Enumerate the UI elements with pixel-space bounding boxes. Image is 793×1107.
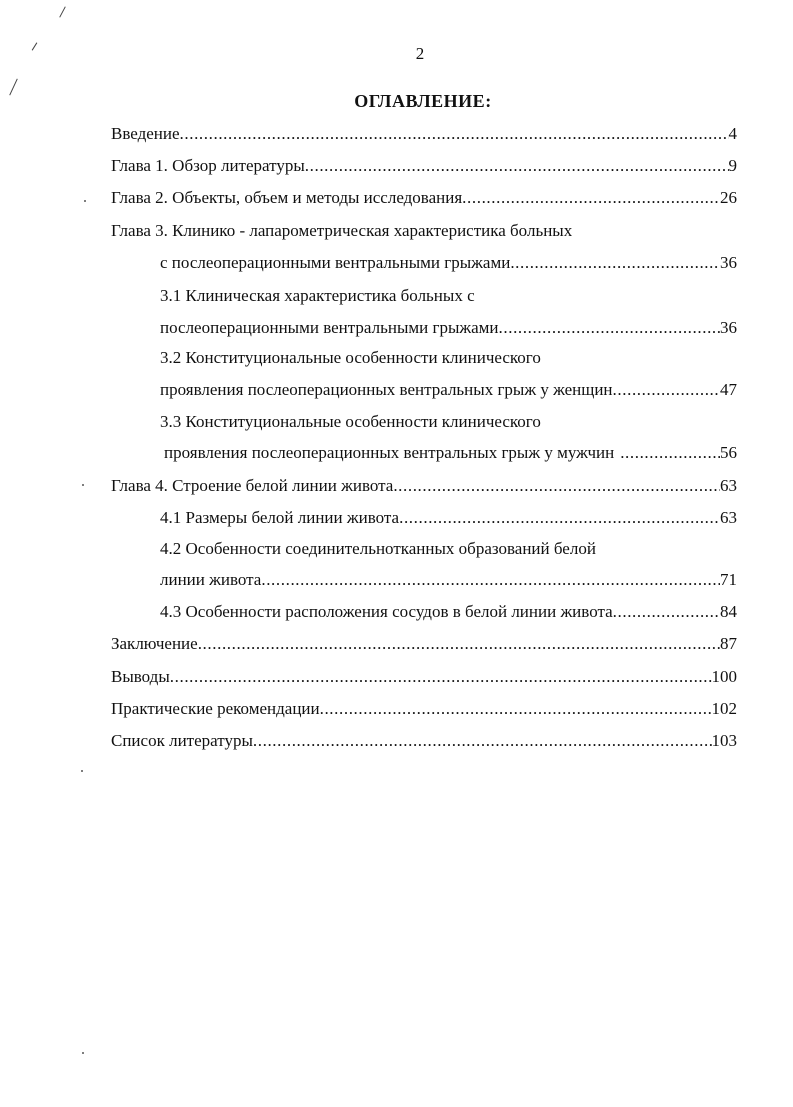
toc-leader-dots: [170, 665, 712, 689]
toc-entry-page: 103: [711, 731, 737, 750]
toc-entry-section-3-1[interactable]: [160, 316, 737, 340]
toc-entry-label: с послеоперационными вентральными грыжами: [160, 253, 511, 272]
toc-entry-label: Введение: [111, 124, 180, 143]
toc-entry-chapter-4[interactable]: [111, 474, 737, 498]
toc-leader-dots: [499, 316, 720, 340]
toc-entry-section-3-3[interactable]: [164, 441, 737, 465]
toc-entry-chapter-2[interactable]: [111, 186, 737, 210]
toc-entry-introduction[interactable]: [111, 122, 737, 146]
scan-speck: [82, 484, 84, 486]
toc-entry-section-3-1-title[interactable]: 3.1 Клиническая характеристика больных с: [160, 286, 475, 305]
toc-entry-section-3-2-title[interactable]: 3.2 Конституциональные особенности клинического: [160, 348, 541, 367]
toc-entry-label: Глава 2. Объекты, объем и методы исследования: [111, 188, 463, 207]
toc-entry-label: проявления послеоперационных вентральных грыж у мужчин: [164, 443, 615, 462]
toc-leader-dots: [198, 632, 720, 656]
page-number: 2: [415, 44, 425, 63]
toc-entry-page: 63: [720, 508, 737, 527]
toc-entry-page: 84: [720, 602, 737, 621]
toc-entry-section-3-3-title[interactable]: 3.3 Конституциональные особенности клинического: [160, 412, 541, 431]
toc-entry-page: 4: [728, 124, 737, 143]
toc-title: ОГЛАВЛЕНИЕ:: [354, 91, 492, 111]
toc-entry-page: 63: [720, 476, 737, 495]
toc-leader-dots: [399, 506, 720, 530]
scan-speck: [81, 770, 83, 772]
toc-leader-dots: [320, 697, 712, 721]
toc-leader-dots: [613, 378, 720, 402]
toc-entry-label: Глава 1. Обзор литературы: [111, 156, 305, 175]
toc-entry-section-3-2[interactable]: [160, 378, 737, 402]
toc-entry-label: Практические рекомендации: [111, 699, 320, 718]
toc-entry-page: 100: [711, 667, 737, 686]
toc-entry-label: Заключение: [111, 634, 198, 653]
toc-entry-chapter-3[interactable]: [160, 251, 737, 275]
toc-leader-dots: [462, 186, 720, 210]
toc-entry-page: 26: [720, 188, 737, 207]
toc-entry-page: 102: [711, 699, 737, 718]
toc-leader-dots: [613, 600, 720, 624]
toc-leader-dots: [393, 474, 720, 498]
toc-entry-label: послеоперационными вентральными грыжами: [160, 318, 499, 337]
toc-entry-section-4-3[interactable]: [160, 600, 737, 624]
toc-entry-label: 4.3 Особенности расположения сосудов в белой линии живота: [160, 602, 613, 621]
toc-leader-dots: [510, 251, 720, 275]
toc-entry-page: 36: [720, 253, 737, 272]
scan-speck: [84, 200, 86, 202]
toc-entry-page: 9: [728, 156, 737, 175]
toc-entry-label: Список литературы: [111, 731, 253, 750]
toc-entry-bibliography[interactable]: [111, 729, 737, 753]
toc-entry-section-4-2-title[interactable]: 4.2 Особенности соединительнотканных образований белой: [160, 539, 596, 558]
toc-entry-conclusion[interactable]: [111, 632, 737, 656]
toc-entry-page: 47: [720, 380, 737, 399]
toc-entry-page: 87: [720, 634, 737, 653]
toc-entry-section-4-2[interactable]: [160, 568, 737, 592]
toc-leader-dots: [305, 154, 729, 178]
toc-entry-label: 4.1 Размеры белой линии живота: [160, 508, 400, 527]
toc-leader-dots: [261, 568, 720, 592]
toc-entry-page: 71: [720, 570, 737, 589]
toc-leader-dots: [180, 122, 729, 146]
toc-entry-label: линии живота: [160, 570, 262, 589]
toc-entry-page: 36: [720, 318, 737, 337]
toc-entry-chapter-1[interactable]: [111, 154, 737, 178]
toc-entry-section-4-1[interactable]: [160, 506, 737, 530]
toc-entry-recommendations[interactable]: [111, 697, 737, 721]
scan-mark: [59, 6, 66, 17]
toc-entry-label: Выводы: [111, 667, 170, 686]
toc-entry-label: Глава 4. Строение белой линии живота: [111, 476, 394, 495]
scan-speck: [82, 1052, 84, 1054]
toc-leader-dots: [614, 441, 720, 465]
toc-entry-page: 56: [720, 443, 737, 462]
toc-entry-chapter-3-title[interactable]: Глава 3. Клинико - лапарометрическая характеристика больных: [111, 221, 573, 240]
toc-entry-label: проявления послеоперационных вентральных грыж у женщин: [160, 380, 613, 399]
toc-leader-dots: [253, 729, 712, 753]
toc-entry-findings[interactable]: [111, 665, 737, 689]
